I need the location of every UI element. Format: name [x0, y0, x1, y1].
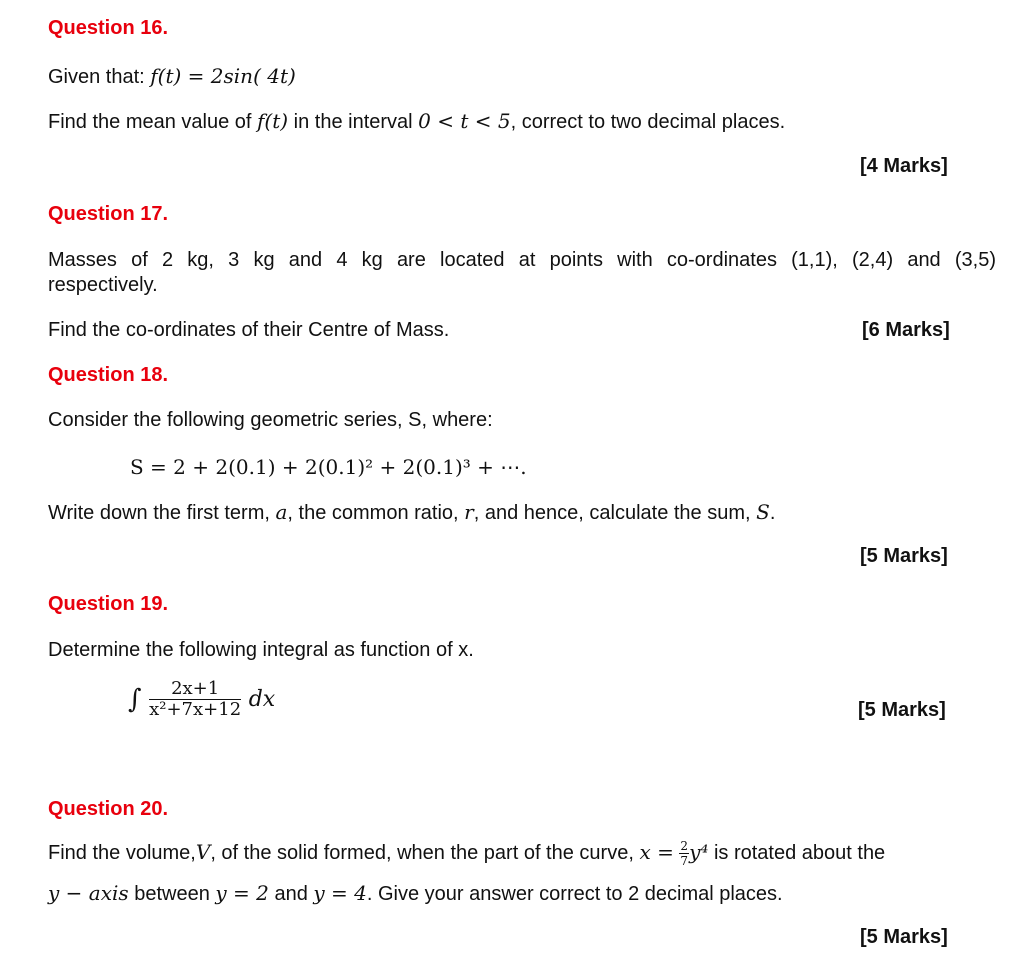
q19-denominator: x²+7x+12 — [149, 699, 242, 720]
q20-axis: y − axis — [48, 881, 129, 905]
q16-find — [48, 109, 785, 134]
q17-line2: respectively. — [48, 274, 158, 296]
q20-l2-a: between — [134, 883, 210, 905]
q19-heading: Question 19. — [48, 593, 169, 615]
q18-write-b: , the common ratio, — [287, 502, 459, 524]
q18-write-d: . — [769, 502, 776, 524]
q16-interval: 0 < t < 5 — [418, 109, 511, 133]
q16-heading: Question 16. — [48, 17, 169, 39]
q18-var-s: S — [756, 500, 770, 524]
q17-marks: [6 Marks] — [862, 319, 950, 341]
q16-marks: [4 Marks] — [860, 155, 948, 177]
q18-write-a: Write down the first term, — [48, 502, 270, 524]
q20-l1-b: , of the solid formed, when the part of the curve, — [210, 842, 634, 864]
q16-find-func: f(t) — [257, 109, 289, 133]
q19-numerator: 2x+1 — [149, 680, 241, 700]
q19-marks: [5 Marks] — [858, 699, 946, 721]
q17-find: Find the co-ordinates of their Centre of Mass. — [48, 319, 450, 341]
q20-l1-c: is rotated about the — [713, 842, 886, 864]
q19-integral — [128, 680, 275, 719]
q20-heading: Question 20. — [48, 798, 169, 820]
q18-heading: Question 18. — [48, 364, 169, 386]
q18-write — [48, 500, 775, 525]
q16-find-prefix: Find the mean value of — [48, 111, 252, 133]
q20-var-v: V — [195, 840, 211, 864]
q19-fraction — [149, 680, 241, 719]
q20-curve-fraction — [679, 840, 689, 867]
q20-line2 — [48, 881, 783, 906]
integral-sign: ∫ — [128, 684, 142, 715]
q19-dx: dx — [248, 687, 276, 712]
q20-marks: [5 Marks] — [860, 926, 948, 948]
q20-curve-rhs: y⁴ — [689, 840, 709, 864]
q20-curve-den: 7 — [680, 854, 689, 869]
q20-y1: y = 2 — [215, 881, 269, 905]
q20-l2-b: . Give your answer correct to 2 decimal places. — [366, 883, 783, 905]
q17-heading: Question 17. — [48, 203, 169, 225]
q16-given-formula: f(t) = 2sin( 4t) — [150, 64, 296, 88]
q20-curve-lhs: x = — [639, 840, 674, 864]
q20-y2: y = 4 — [313, 881, 367, 905]
q20-l1-a: Find the volume, — [48, 842, 196, 864]
q18-write-c: , and hence, calculate the sum, — [473, 502, 751, 524]
q17-line1: Masses of 2 kg, 3 kg and 4 kg are located at points with co-ordinates (1,1), (2,4) and (3,5) — [48, 249, 996, 271]
q16-find-mid: in the interval — [293, 111, 413, 133]
q20-curve-num: 2 — [680, 839, 689, 854]
q18-intro: Consider the following geometric series, S, where: — [48, 409, 493, 431]
q20-line1 — [48, 840, 885, 867]
q18-series: S = 2 + 2(0.1) + 2(0.1)² + 2(0.1)³ + ⋯. — [130, 455, 527, 479]
q20-l2-and: and — [274, 883, 308, 905]
q19-intro: Determine the following integral as function of x. — [48, 639, 474, 661]
q18-marks: [5 Marks] — [860, 545, 948, 567]
q16-given-prefix: Given that: — [48, 66, 145, 88]
q18-var-r: r — [464, 500, 474, 524]
q16-given — [48, 64, 296, 89]
q18-var-a: a — [275, 500, 288, 524]
q16-find-suffix: , correct to two decimal places. — [510, 111, 786, 133]
